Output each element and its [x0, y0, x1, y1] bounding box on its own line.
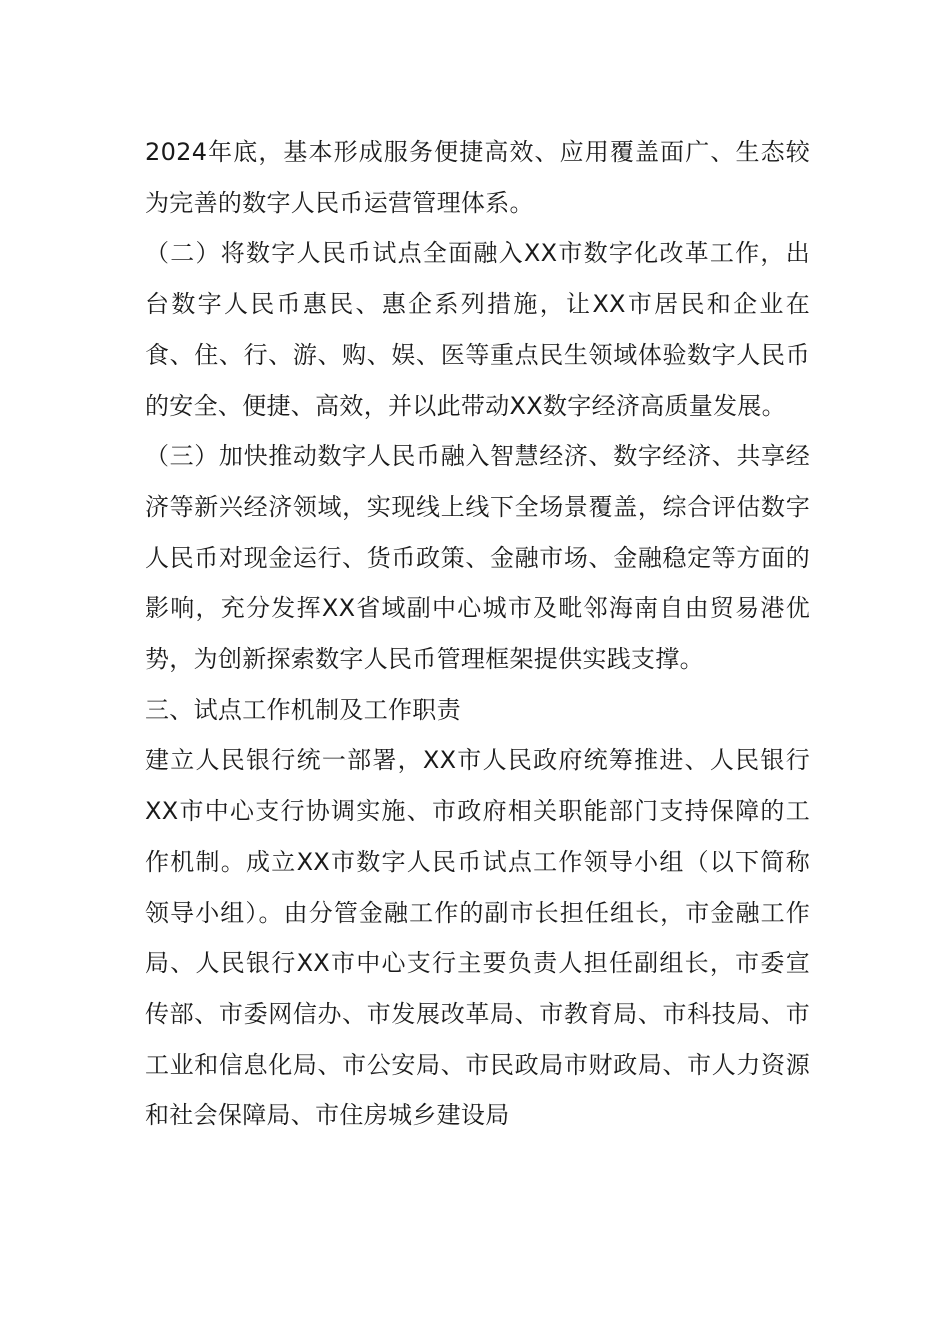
- paragraph-section-2: （二）将数字人民币试点全面融入XX市数字化改革工作，出台数字人民币惠民、惠企系列措施，让XX市居民和企业在食、住、行、游、购、娱、医等重点民生领域体验数字人民币的安全、便捷、高效，并以此带动XX数字经济高质量发展。: [145, 239, 810, 420]
- paragraph-goal-2024: 2024年底，基本形成服务便捷高效、应用覆盖面广、生态较为完善的数字人民币运营管理体系。: [145, 138, 810, 217]
- paragraph-section-3: （三）加快推动数字人民币融入智慧经济、数字经济、共享经济等新兴经济领域，实现线上线下全场景覆盖，综合评估数字人民币对现金运行、货币政策、金融市场、金融稳定等方面的影响，充分发挥XX省域副中心城市及毗邻海南自由贸易港优势，为创新探索数字人民币管理框架提供实践支撑。: [145, 442, 810, 674]
- section-heading-mechanism: 三、试点工作机制及工作职责: [145, 695, 461, 724]
- document-body: [145, 127, 810, 1141]
- paragraph-mechanism: 建立人民银行统一部署，XX市人民政府统筹推进、人民银行XX市中心支行协调实施、市政府相关职能部门支持保障的工作机制。成立XX市数字人民币试点工作领导小组（以下简称领导小组）。由分管金融工作的副市长担任组长，市金融工作局、人民银行XX市中心支行主要负责人担任副组长，市委宣传部、市委网信办、市发展改革局、市教育局、市科技局、市工业和信息化局、市公安局、市民政局市财政局、市人力资源和社会保障局、市住房城乡建设局: [145, 746, 810, 1130]
